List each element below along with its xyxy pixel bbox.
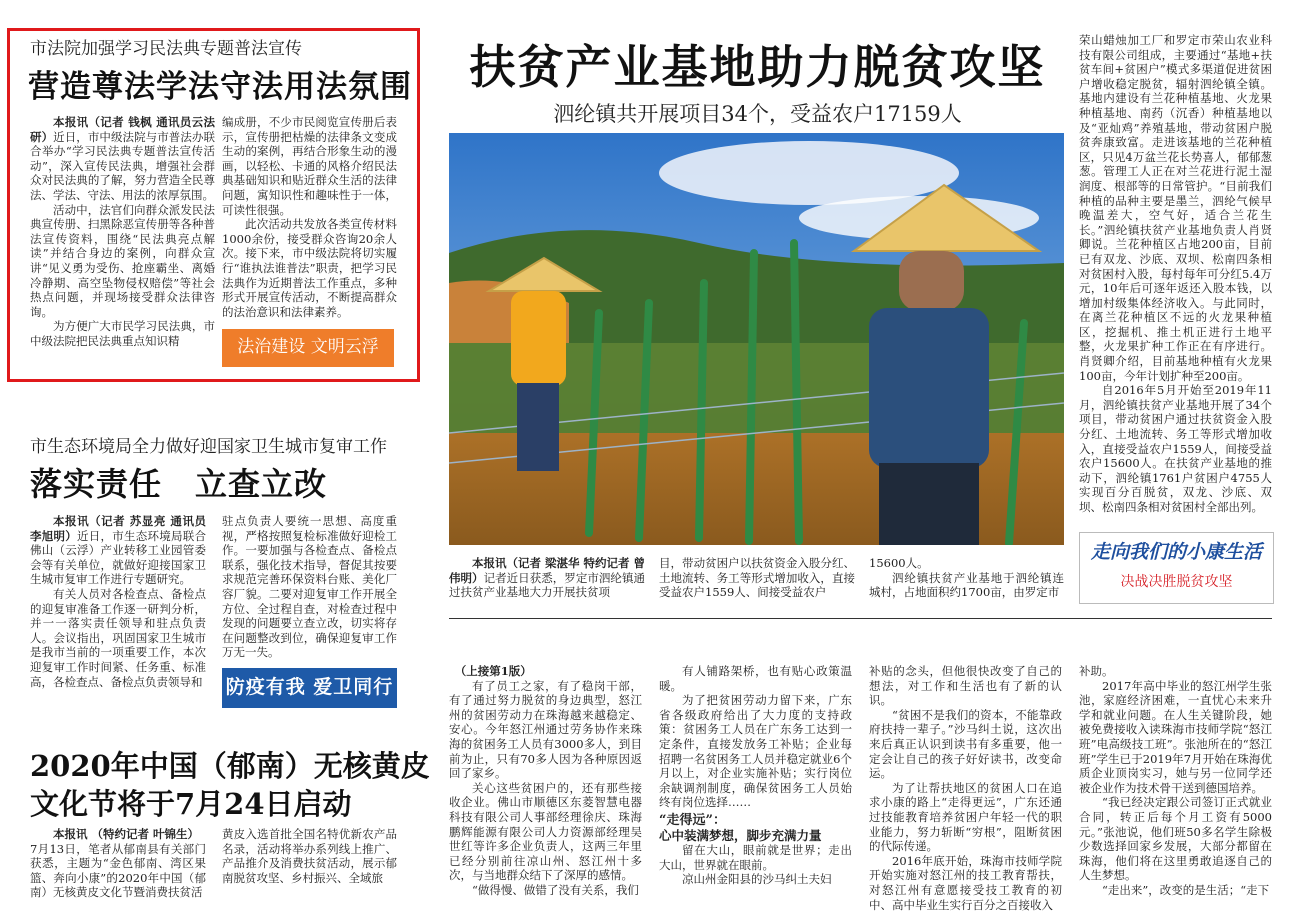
article1-title[interactable]: 营造尊法学法守法用法氛围 (28, 69, 412, 105)
article3-title-line1[interactable]: 2020年中国（郁南）无核黄皮 (30, 749, 430, 783)
lower-col4 (1079, 664, 1272, 898)
article2-col2 (222, 514, 397, 660)
article3-title-line2[interactable]: 文化节将于7月24日启动 (30, 787, 352, 821)
badge-caption: 决战决胜脱贫攻坚 (1120, 574, 1233, 590)
lower-paragraph: 留在大山，眼前就是世界；走出大山，世界就在眼前。 (659, 843, 852, 872)
article1-paragraph: 为方便广大市民学习民法典，市中级法院把民法典重点知识精 (30, 319, 215, 348)
lower-subhead-2: 心中装满梦想，脚步充满力量 (659, 827, 822, 843)
lower-paragraph: “走出来”，改变的是生活；“走下 (1102, 882, 1270, 897)
article2-subtitle: 市生态环境局全力做好迎国家卫生城市复审工作 (30, 437, 387, 457)
article1-paragraph: 此次活动共发放各类宣传材料1000余份，接受群众咨询20余人次。接下来，市中级法院将切实履行“谁执法谁普法”职责，把学习民法典作为近期普法工作重点，多种形式开展宣传活动，不断提高群众的法治意识和法律素养。 (222, 217, 397, 319)
feature-byline: 本报讯（记者 梁湛华 特约记者 曾伟明） (449, 556, 646, 585)
feature-paragraph: 荣山蜡烛加工厂和罗定市荣山农业科技有限公司组成，主要通过“基地+扶贫车间+贫困户”模式多渠道促进贫困户增收稳定脱贫，辐射泗纶镇全镇。基地内建设有兰花种植基地、火龙果种植基地、南药（沉香）种植基地以及“亚灿鸡”养殖基地，带动贫困户脱贫奔康致富。走进该基地的兰花种植区，只见4万盆兰花长势喜人，郁郁葱葱。管理工人正在对兰花进行泥土湿润度、根部等的日常管护。“目前我们种植的品种主要是墨兰，泗纶气候早晚温差大，空气好，适合兰花生长。”泗纶镇扶贫产业基地负责人肖贤卿说。兰花种植区占地200亩，目前已有双龙、沙底、双坝、松南四条相对贫困村入股，每村每年可分红5.4万元，10年后可逐年返还入股本钱，以增加村级集体经济收入。与此同时，在离兰花种植区不远的火龙果种植区，挖掘机、推土机正进行土地平整，火龙果扩种工作正在有序进行。肖贤卿介绍，目前基地种植有火龙果100亩，今年计划扩种至200亩。 (1079, 33, 1272, 383)
lower-paragraph: “我已经决定跟公司签订正式就业合同，转正后每个月工资有5000元。”张池说，他们班50多名学生除极少数选择回家乡发展，大部分都留在珠海，他们将在这里勇敢追逐自己的人生梦想。 (1079, 795, 1272, 883)
article2-paragraph: 驻点负责人要统一思想、高度重视，严格按照复检标准做好迎检工作。一要加强与各检查点、备检点联系，强化技术指导，督促其按要求规范完善环保资料台账、美化厂容厂貌。二要对迎复审工作开展全方位、全过程自查，对检查过程中发现的问题要立查立改，切实将存在问题整改到位，确保迎复审工作万无一失。 (222, 514, 397, 660)
article1-col2 (222, 115, 397, 319)
lower-paragraph: 有了员工之家，有了稳岗干部，有了通过努力脱贫的身边典型，怒江州的贫困劳动力在珠海越来越稳定、安心。今年怒江州通过劳务协作来珠海的贫困务工人员有3000多人，到目前为止，只有70多人因为各种原因返回了家乡。 (449, 678, 642, 781)
article2-paragraph: 近日，市生态环境局联合佛山（云浮）产业转移工业园管委会等有关单位，就做好迎接国家卫生城市复审工作进行专题研究。 (30, 528, 206, 587)
article1-subtitle: 市法院加强学习民法典专题普法宣传 (30, 39, 302, 59)
article3-col2 (222, 827, 397, 885)
article2-title[interactable]: 落实责任 立查立改 (30, 465, 328, 503)
lower-col1 (449, 664, 642, 898)
feature-right-col (1079, 33, 1272, 515)
continued-label: （上接第1版） (454, 664, 532, 678)
feature-col3 (869, 556, 1064, 600)
lower-paragraph: 2017年高中毕业的怒江州学生张池，家庭经济困难，一直忧心未来升学和就业问题。在人生关键阶段，她被免费接收入读珠海市技师学院“怒江班”电高级技工班”。张池所在的“怒江班”学生已于2019年7月开始在珠海优质企业顶岗实习，她与另一位同学还被企业作为技术骨干送到德国培养。 (1079, 678, 1272, 795)
lower-paragraph: “贫困不是我们的资本，不能靠政府扶持一辈子。”沙马纠土说，这次出来后真正认识到读书有多重要，他一定会让自己的孩子好好读书，改变命运。 (869, 707, 1062, 781)
lower-paragraph: 补贴的念头，但他很快改变了自己的想法，对工作和生活也有了新的认识。 (869, 664, 1062, 708)
article2-byline: 本报讯（记者 苏显亮 通讯员 李旭明） (30, 514, 206, 543)
lower-paragraph: 凉山州金阳县的沙马纠土夫妇 (682, 872, 832, 887)
lower-col2 (659, 664, 852, 887)
article3-paragraph: 黄皮入选首批全国名特优新农产品名录，活动将举办系列线上推广、产品推介及消费扶贫活动，展示郁南脱贫攻坚、乡村振兴、全域旅 (222, 827, 397, 885)
lower-subhead: “走得远”： (659, 812, 726, 828)
lower-paragraph: 有人铺路架桥，也有贴心政策温暖。 (659, 664, 852, 693)
article1-paragraph: 近日，市中级法院与市普法办联合举办“学习民法典专题普法宣传活动”，深入宣传民法典，增强社会群众对民法典的了解，努力营造全民尊法、学法、守法、用法的浓厚氛围。 (30, 129, 216, 202)
lower-paragraph: 补助。 (1079, 664, 1114, 678)
feature-paragraph: 记者近日获悉，罗定市泗纶镇通过扶贫产业基地大力开展扶贫项 (449, 570, 645, 600)
article3-paragraph: 7月13日，笔者从郁南县有关部门获悉，主题为“金色郁南、湾区果篮、奔向小康”的2020年中国（郁南）无核黄皮文化节暨消费扶贫活 (30, 841, 206, 900)
feature-title[interactable]: 扶贫产业基地助力脱贫攻坚 (469, 40, 1046, 94)
feature-paragraph: 泗纶镇扶贫产业基地于泗纶镇连城村，占地面积约1700亩，由罗定市 (869, 570, 1064, 600)
lower-paragraph: 为了把贫困劳动力留下来，广东省各级政府给出了大力度的支持政策：贫困务工人员在广东务工达到一定条件，直接发放务工补贴；企业每招聘一名贫困务工人员并稳定就业6个月以上，对企业实施补贴；实行岗位余缺调剂制度，确保贫困务工人员始终有岗位选择…… (659, 693, 852, 810)
feature-col2 (659, 556, 855, 600)
feature-paragraph: 自2016年5月开始至2019年11月，泗纶镇扶贫产业基地开展了34个项目，带动贫困户通过扶贫资金入股分红、土地流转、务工等形式增加收入，直接受益农户1559人，间接受益农户15600人。在扶贫产业基地的推动下，泗纶镇1761户贫困户4755人实现百分百脱贫，双龙、沙底、双坝、松南四条相对贫困村全部出列。 (1079, 383, 1272, 514)
lower-paragraph: 关心这些贫困户的，还有那些接收企业。佛山市顺德区东菱智慧电器科技有限公司人事部经理徐庆、珠海鹏辉能源有限公司人力资源部经理吴世红等许多企业负责人，这两三年里已经分别前往凉山州、怒江州十多次，与当地群众结下了深厚的感情。 (449, 780, 642, 883)
article1-paragraph: 编成册，不少市民阅览宣传册后表示，宣传册把枯燥的法律条文变成生动的案例，再结合形象生动的漫画，以轻松、卡通的风格介绍民法典基础知识和贴近群众生活的法律问题，寓知识性和趣味性于一体，可读性很强。 (222, 115, 397, 217)
section-divider (449, 618, 1272, 619)
article3-byline: 本报讯 （特约记者 叶锦生） (53, 827, 200, 841)
dragon-fruit-farm-photo (449, 133, 1064, 545)
lower-paragraph: 为了让帮扶地区的贫困人口在追求小康的路上“走得更远”，广东还通过技能教育培养贫困户年轻一代的职业能力，努力斩断“穷根”，阻断贫困的代际传递。 (869, 780, 1062, 854)
feature-paragraph: 目，带动贫困户以扶贫资金入股分红、土地流转、务工等形式增加收入，直接受益农户1559人、间接受益农户 (659, 556, 855, 600)
feature-paragraph: 15600人。 (869, 556, 929, 570)
xiaokang-badge (1079, 532, 1274, 604)
lower-paragraph: 2016年底开始，珠海市技师学院开始实施对怒江州的技工教育帮扶，对怒江州有意愿接受技工教育的初中、高中毕业生实行百分之百接收入 (869, 853, 1062, 912)
article2-paragraph: 有关人员对各检查点、备检点的迎复审准备工作逐一研判分析，并一一落实责任领导和驻点负责人。会议指出，巩固国家卫生城市是我市当前的一项重要工作，本次迎复审工作时间紧、任务重、标准高，各检查点、备检点负责领导和 (30, 586, 206, 689)
epidemic-prevention-tag: 防疫有我 爱卫同行 (222, 668, 397, 708)
feature-subtitle: 泗纶镇共开展项目34个，受益农户17159人 (553, 102, 962, 126)
article1-byline: 本报讯（记者 钱枫 通讯员云法研） (30, 115, 215, 144)
lower-col3 (869, 664, 1062, 912)
rule-of-law-tag: 法治建设 文明云浮 (222, 329, 394, 367)
badge-slogan: 走向我们的小康生活 (1090, 541, 1262, 563)
lower-paragraph: “做得慢、做错了没有关系，我们 (472, 882, 639, 897)
article2-col1 (30, 514, 206, 689)
article3-col1 (30, 827, 206, 900)
article1-col1 (30, 115, 215, 349)
article1-paragraph: 活动中，法官们向群众派发民法典宣传册、扫黑除恶宣传册等各种普法宣传资料，围绕“民法典亮点解读”并结合身边的案例，向群众宣讲“见义勇为受伤、抢座霸坐、离婚冷静期、高空坠物侵权赔偿”等社会热点问题，并现场接受群众法律咨询。 (30, 202, 215, 319)
feature-col1 (449, 556, 645, 600)
